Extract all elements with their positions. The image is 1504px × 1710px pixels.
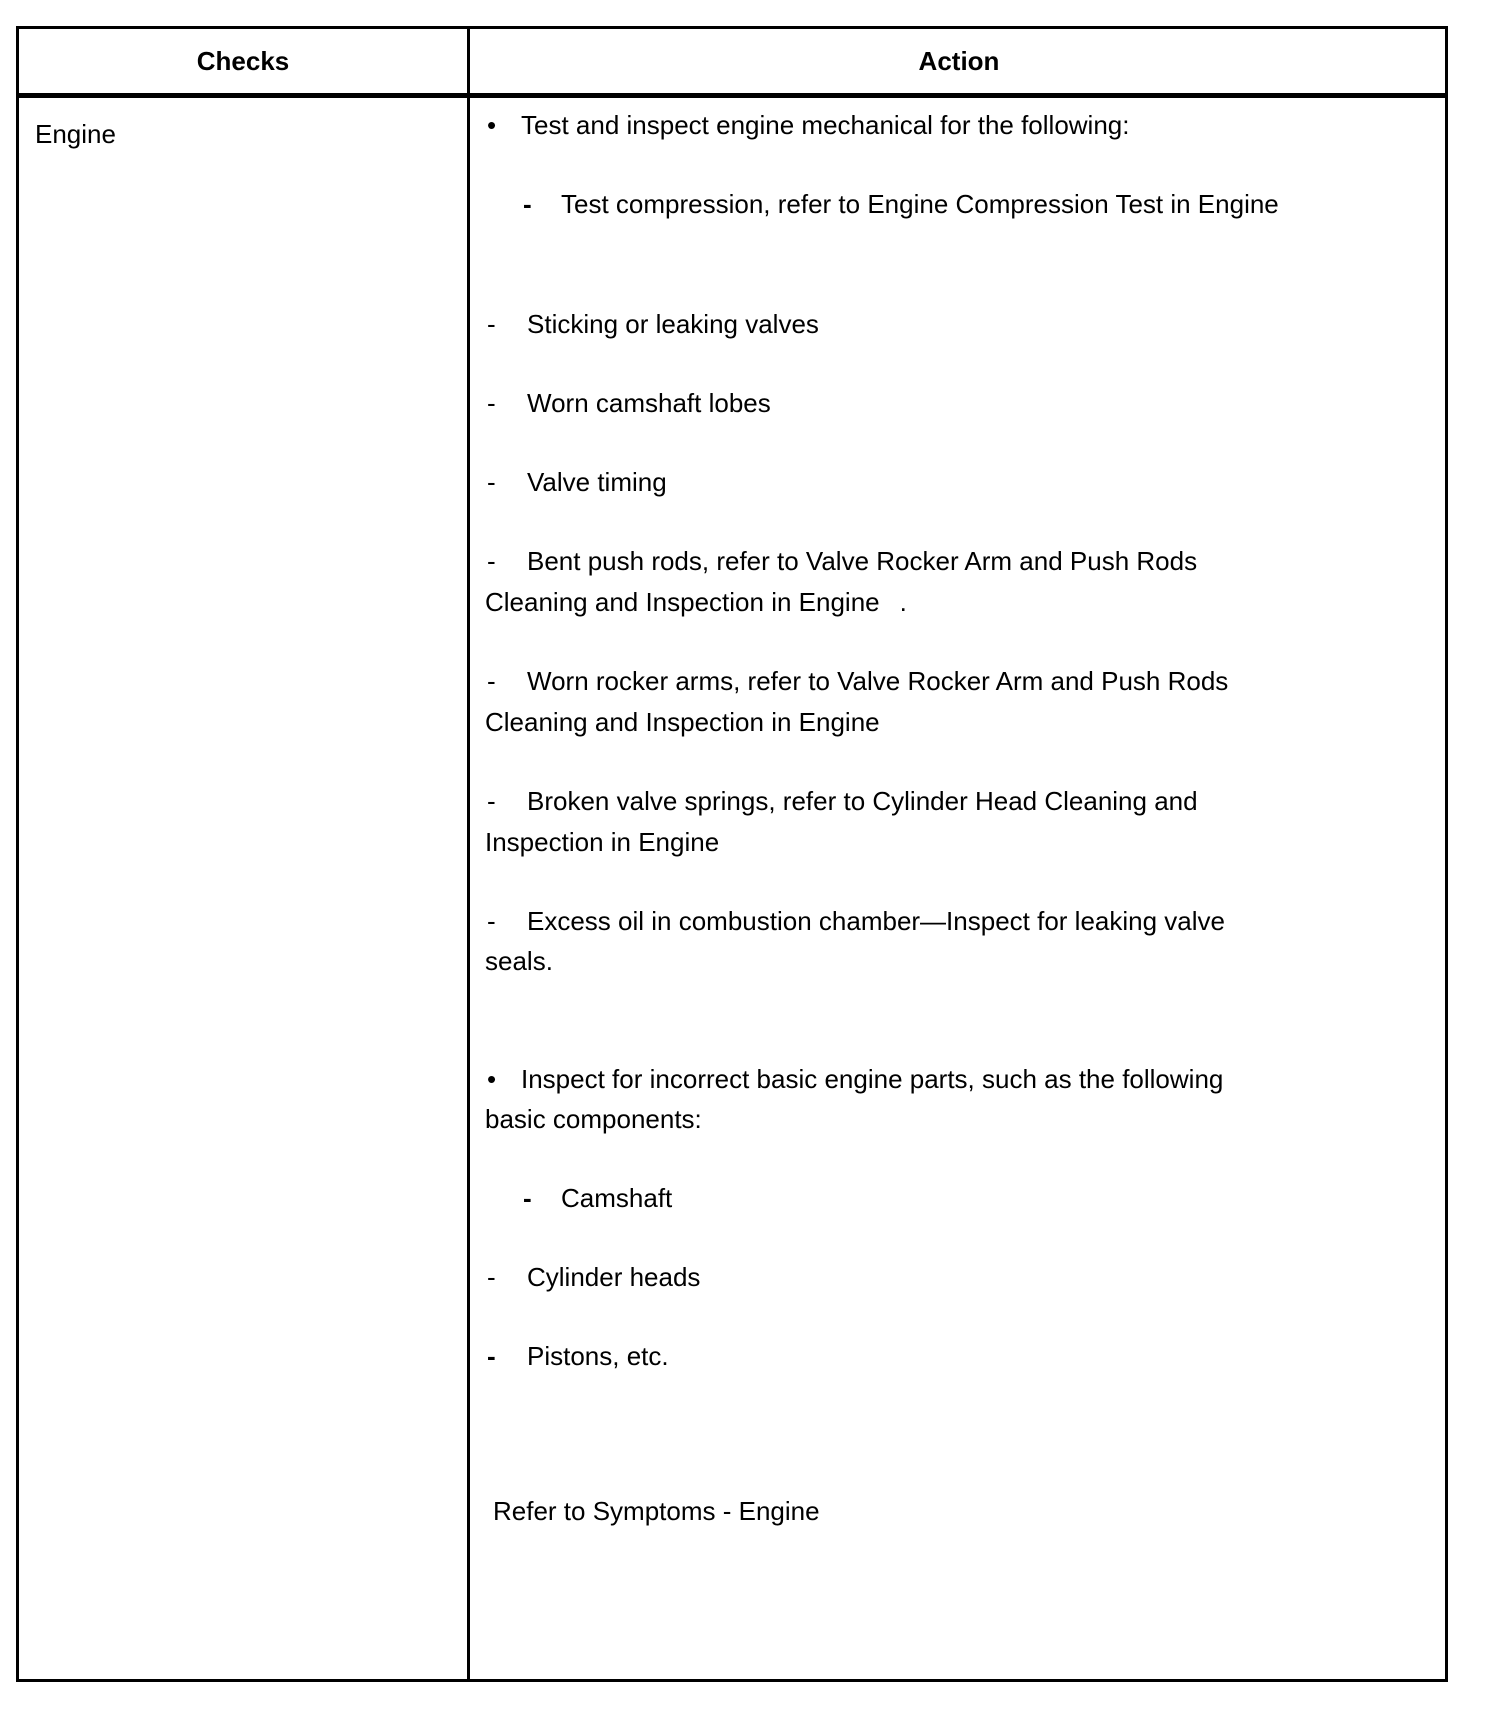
dash-marker: - xyxy=(523,189,532,219)
sub-item-valve-springs xyxy=(485,779,1198,823)
bullet-marker: • xyxy=(487,110,497,140)
refer-symptoms-engine: Refer to Symptoms - Engine xyxy=(493,1496,820,1526)
sub-item-pistons xyxy=(485,1334,669,1378)
sub-item-text: Cleaning and Inspection in Engine xyxy=(485,587,880,617)
column-divider xyxy=(467,29,470,1679)
dash-marker: - xyxy=(487,388,496,418)
header-action: Action xyxy=(918,46,1000,76)
item-text: Test and inspect engine mechanical for the following: xyxy=(521,110,1130,140)
dash-marker: - xyxy=(487,906,496,936)
dash-marker: - xyxy=(487,467,496,497)
action-item-test-inspect xyxy=(485,103,1130,147)
sub-item-valve-timing xyxy=(485,460,667,504)
sub-item-camshaft-lobes xyxy=(485,381,771,425)
sub-item-push-rods xyxy=(485,539,1197,583)
sub-item-text: Pistons, etc. xyxy=(527,1341,669,1371)
sub-item-text: Bent push rods, refer to Valve Rocker Arm and Push Rods xyxy=(527,546,1198,576)
sub-item-rocker-arms xyxy=(485,659,1228,703)
sub-item-cylinder-heads xyxy=(485,1255,700,1299)
sub-item-valve-springs-cont: Inspection in Engine xyxy=(485,827,720,857)
dash-marker: - xyxy=(487,1262,496,1292)
sub-item-excess-oil xyxy=(485,899,1225,943)
sub-item-excess-oil-cont: seals. xyxy=(485,946,553,976)
sub-item-text: Camshaft xyxy=(561,1183,673,1213)
dash-marker: - xyxy=(487,1341,496,1371)
sub-item-push-rods-cont xyxy=(485,580,907,624)
header-checks: Checks xyxy=(196,46,290,76)
sub-item-camshaft xyxy=(523,1176,672,1220)
dash-marker: - xyxy=(487,546,496,576)
dash-marker: - xyxy=(487,309,496,339)
checks-action-table xyxy=(16,26,1448,1682)
bullet-marker: • xyxy=(487,1064,497,1094)
sub-item-text: Test compression, refer to Engine Compression Test in Engine xyxy=(561,189,1279,219)
header-divider xyxy=(19,93,1445,98)
action-item-incorrect-parts-cont: basic components: xyxy=(485,1104,702,1134)
sub-item-text: Worn rocker arms, refer to Valve Rocker Arm and Push Rods xyxy=(527,666,1229,696)
sub-item-compression xyxy=(523,182,1279,226)
dash-marker: - xyxy=(523,1183,532,1213)
sub-item-text: Broken valve springs, refer to Cylinder Head Cleaning and xyxy=(527,786,1198,816)
sub-item-text: Worn camshaft lobes xyxy=(527,388,771,418)
sub-item-text: Valve timing xyxy=(527,467,667,497)
dash-marker: - xyxy=(487,786,496,816)
item-text: Inspect for incorrect basic engine parts, such as the following xyxy=(521,1064,1224,1094)
dash-marker: - xyxy=(487,666,496,696)
sub-item-sticking xyxy=(485,302,819,346)
sub-item-text: Excess oil in combustion chamber—Inspect for leaking valve xyxy=(527,906,1225,936)
check-engine: Engine xyxy=(35,119,116,149)
action-item-incorrect-parts xyxy=(485,1057,1224,1101)
sub-item-text: Cylinder heads xyxy=(527,1262,701,1292)
sub-item-rocker-arms-cont: Cleaning and Inspection in Engine xyxy=(485,707,880,737)
sub-item-text: Sticking or leaking valves xyxy=(527,309,819,339)
stray-dot: . xyxy=(899,587,907,617)
